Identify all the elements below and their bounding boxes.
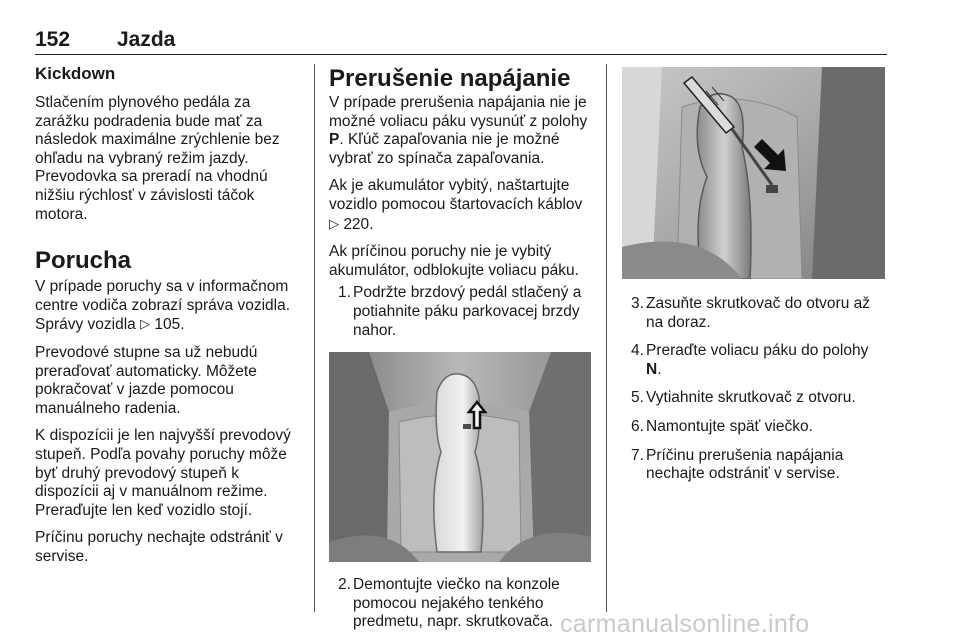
step-4-after: . <box>657 360 662 378</box>
column-right <box>622 64 887 494</box>
porucha-p1-text: V prípade poruchy sa v informačnom centre vodiča zobrazí správa vozidla. Správy vozidla <box>35 278 291 334</box>
step-4 <box>622 342 887 379</box>
section-title: Jazda <box>117 28 176 51</box>
page-reference-icon: ▷ <box>140 316 151 332</box>
step-1-text: Podržte brzdový pedál stlačený a potiahnite páku parkovacej brzdy nahor. <box>353 284 582 339</box>
step-3-number: 3. <box>631 295 644 312</box>
porucha-paragraph-2: Prevodové stupne sa už nebudú preraďovať automaticky. Môžete pokračovať v jazde pomocou manuálneho radenia. <box>35 343 258 417</box>
step-6-number: 6. <box>631 417 644 435</box>
gear-lever-figure <box>329 352 591 562</box>
step-2-text: Demontujte viečko na konzole pomocou nejakého tenkého predmetu, napr. skrutkovača. <box>353 576 560 631</box>
prerusenie-paragraph-3: Ak príčinou poruchy nie je vybitý akumulátor, odblokujte voliacu páku. <box>329 243 579 279</box>
step-2 <box>329 576 596 632</box>
column-left <box>35 64 305 575</box>
prerusenie-paragraph-1 <box>329 94 596 168</box>
page-number: 152 <box>35 28 71 51</box>
step-6 <box>622 418 887 437</box>
kickdown-heading: Kickdown <box>35 64 116 83</box>
page-header <box>35 24 887 55</box>
watermark: carmanualsonline.info <box>560 610 810 638</box>
step-4-position-n: N <box>646 360 658 378</box>
porucha-heading: Porucha <box>35 247 132 275</box>
page-reference-icon: ▷ <box>329 215 339 231</box>
step-5 <box>622 389 887 408</box>
step-6-text: Namontujte späť viečko. <box>646 417 813 435</box>
step-3-text: Zasuňte skrutkovač do otvoru až na doraz. <box>646 295 871 331</box>
step-5-text: Vytiahnite skrutkovač z otvoru. <box>646 389 856 407</box>
screwdriver-figure <box>622 67 885 279</box>
gear-lever-illustration <box>329 352 591 562</box>
step-7 <box>622 447 887 484</box>
p2-page-ref[interactable]: 220 <box>343 215 370 233</box>
porucha-p1-page-ref[interactable]: 105 <box>154 316 181 334</box>
porucha-paragraph-3: K dispozícii je len najvyšší prevodový stupeň. Podľa povahy poruchy môže byť druhý prevodový stupeň k dispozícii aj v manuálnom režime. Preraďujte len keď vozidlo stojí. <box>35 427 291 519</box>
porucha-paragraph-4: Príčinu poruchy nechajte odstrániť v servise. <box>35 529 283 565</box>
kickdown-paragraph: Stlačením plynového pedála za zarážku podradenia bude mať za následok maximálne zrýchlenie bez ohľadu na vybraný režim jazdy. Prevodovka sa preradí na vhodnú nižšiu rýchlosť v závislosti táčok motora. <box>35 94 280 223</box>
step-1 <box>329 284 596 340</box>
porucha-paragraph-1: V prípade poruchy sa v informačnom centre vodiča zobrazí správa vozidla. Správy vozidla ▷ 105. <box>35 278 291 334</box>
screwdriver-illustration <box>622 67 885 279</box>
step-4-before: Preraďte voliacu páku do polohy <box>646 342 869 360</box>
p1-position-p: P <box>329 131 340 149</box>
step-4-number: 4. <box>631 342 644 360</box>
step-2-number: 2. <box>338 576 351 594</box>
column-middle <box>329 64 596 642</box>
step-7-number: 7. <box>631 446 644 464</box>
prerusenie-heading: Prerušenie napájanie <box>329 65 571 92</box>
step-3 <box>622 295 887 332</box>
p2-text: Ak je akumulátor vybitý, naštartujte vozidlo pomocou štartovacích káblov <box>329 177 583 213</box>
column-divider-right <box>606 64 607 612</box>
step-1-number: 1. <box>338 284 351 302</box>
column-divider-left <box>314 64 315 612</box>
step-5-number: 5. <box>631 389 644 407</box>
step-7-text: Príčinu prerušenia napájania nechajte odstrániť v servise. <box>646 446 844 483</box>
p1-after: . Kľúč zapaľovania nie je možné vybrať zo spínača zapaľovania. <box>329 131 560 167</box>
prerusenie-paragraph-2: Ak je akumulátor vybitý, naštartujte vozidlo pomocou štartovacích káblov ▷ 220. <box>329 177 583 233</box>
p1-before: V prípade prerušenia napájania nie je možné voliacu páku vysunúť z polohy <box>329 94 588 130</box>
